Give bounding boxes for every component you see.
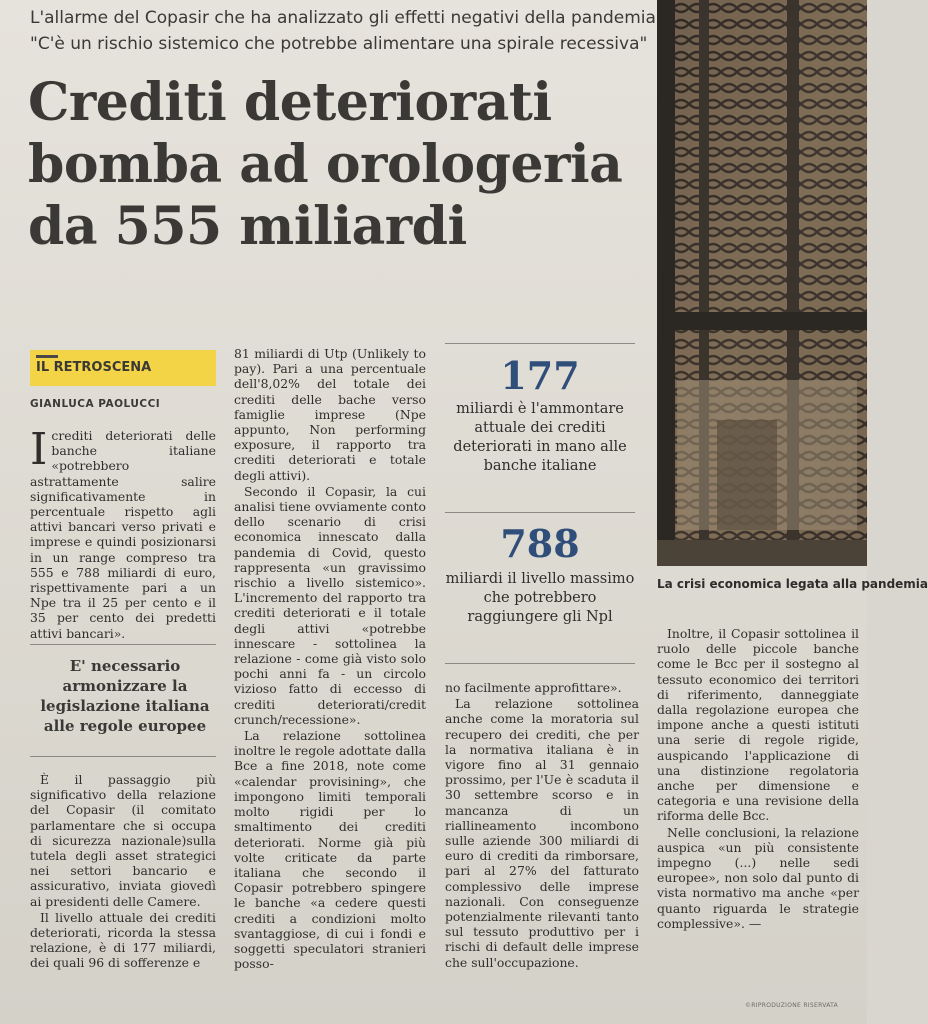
kicker-line-1: L'allarme del Copasir che ha analizzato gli effetti negativi della pandemia bbox=[30, 8, 656, 28]
stat-rule-2 bbox=[445, 512, 635, 513]
paragraph: Nelle conclusioni, la relazione auspica «un più consistente impegno (...) nelle sedi europee», non solo dal punto di vista normativo ma anche «per quanto riguarda le strategie complessive». — bbox=[657, 824, 859, 931]
section-tag bbox=[30, 350, 216, 386]
stat-number-177: 177 bbox=[500, 353, 580, 398]
tag-dash bbox=[36, 355, 58, 358]
byline: GIANLUCA PAOLUCCI bbox=[30, 398, 161, 410]
stat-text-788: miliardi il livello massimo che potrebbero raggiungere gli Npl bbox=[445, 571, 635, 625]
paragraph: La relazione sottolinea anche come la moratoria sul recupero dei crediti, che per la normativa italiana è in vigore fino al 31 gennaio prossimo, per l'Ue è scaduta il 30 settembre scorso e in mancanza di un riallineamento incombono sulle aziende 300 miliardi di euro di crediti da rimborsare, pari al 27% del fatturato complessivo delle imprese nazionali. Con conseguenze potenzialmente rilevanti tanto sul tessuto produttivo per i rischi di default delle imprese che sull'occupazione. bbox=[445, 696, 639, 970]
stat-number-788: 788 bbox=[500, 521, 580, 566]
paragraph: La relazione sottolinea inoltre le regole adottate dalla Bce a fine 2018, note come «calendar provisining», che impongono limiti temporali molto rigidi per lo smaltimento dei crediti deteriorati. Norme già più volte criticate da parte italiana che secondo il Copasir potrebbero spingere le banche «a cedere questi crediti a condizioni molto svantaggiose, di cui i fondi e soggetti speculatori stranieri posso- bbox=[234, 728, 426, 972]
paragraph: È il passaggio più significativo della relazione del Copasir (il comitato parlamentare che si occupa di sicurezza nazionale)sulla tutela degli asset strategici nei settori bancario e assicurativo, inviata giovedì ai presidenti delle Camere. bbox=[30, 772, 216, 909]
lead-text: crediti deteriorati delle banche italiane «potrebbero astrattamente salire significativamente in percentuale rispetto agli attivi bancari verso privati e imprese e quindi posizionarsi in un range compreso tra 555 e 788 miliardi di euro, rispettivamente pari a un Npe tra il 25 per cento e il 35 per cento dei predetti attivi bancari». bbox=[30, 428, 216, 641]
column-4 bbox=[657, 626, 859, 932]
section-tag-label: IL RETROSCENA bbox=[36, 360, 152, 375]
column-1-top bbox=[30, 424, 216, 642]
pull-quote: E' necessario armonizzare la legislazione italiana alle regole europee bbox=[40, 657, 210, 735]
kicker-line-2: "C'è un rischio sistemico che potrebbe alimentare una spirale recessiva" bbox=[30, 34, 648, 54]
drop-cap: I bbox=[30, 424, 48, 475]
stat-rule-1 bbox=[445, 343, 635, 344]
headline bbox=[28, 72, 648, 258]
stat-rule-3 bbox=[445, 663, 635, 664]
column-3 bbox=[445, 680, 639, 971]
paragraph: no facilmente approfittare». bbox=[445, 680, 622, 695]
column-2 bbox=[234, 346, 426, 972]
pullquote-rule-bottom bbox=[30, 756, 216, 757]
headline-line-2: bomba ad orologeria bbox=[28, 134, 623, 195]
paragraph: 81 miliardi di Utp (Unlikely to pay). Pari a una percentuale dell'8,02% del totale dei crediti delle bache verso famiglie imprese (Npe appunto, Non performing exposure, il rapporto tra crediti deteriorati e totale degli attivi). bbox=[234, 346, 426, 483]
copyright-notice: ©RIPRODUZIONE RISERVATA bbox=[745, 1002, 839, 1009]
photo-caption: La crisi economica legata alla pandemia bbox=[657, 577, 928, 591]
paragraph: Il livello attuale dei crediti deteriorati, ricorda la stessa relazione, è di 177 miliardi, dei quali 96 di sofferenze e bbox=[30, 909, 216, 971]
pullquote-rule-top bbox=[30, 644, 216, 645]
paragraph: Secondo il Copasir, la cui analisi tiene ovviamente conto dello scenario di crisi economica innescato dalla pandemia di Covid, questo rappresenta «un gravissimo rischio a livello sistemico». L'incremento del rapporto tra crediti deteriorati e il totale degli attivi «potrebbe innescare - sottolinea la relazione - come già visto solo pochi anni fa - un circolo vizioso fatto di eccesso di crediti deteriorati/credit crunch/recessione». bbox=[234, 483, 426, 727]
shutter-illustration bbox=[657, 0, 867, 566]
column-1-bottom bbox=[30, 772, 216, 972]
paragraph-lead bbox=[30, 424, 216, 641]
headline-line-3: da 555 miliardi bbox=[28, 196, 467, 257]
paragraph: Inoltre, il Copasir sottolinea il ruolo delle piccole banche come le Bcc per il sostegno al tessuto economico dei territori di riferimento, danneggiate dalla regolazione europea che impone anche a questi istituti una serie di regole rigide, auspicando l'applicazione di una distinzione regolatoria anche per dimensione e categoria e una revisione della riforma delle Bcc. bbox=[657, 626, 859, 824]
photo-shop-shutter bbox=[657, 0, 867, 566]
headline-line-1: Crediti deteriorati bbox=[28, 72, 552, 133]
stat-text-177: miliardi è l'ammontare attuale dei crediti deteriorati in mano alle banche italiane bbox=[453, 401, 627, 474]
